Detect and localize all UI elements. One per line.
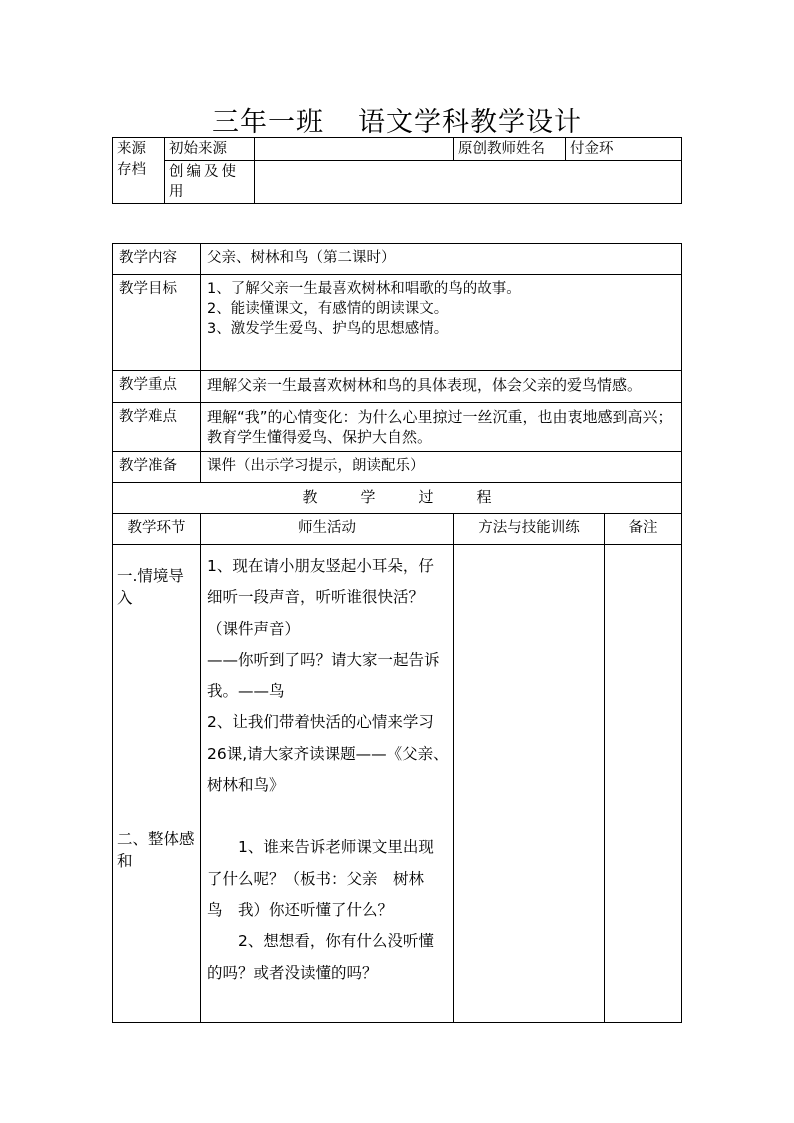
teacher-label: 原创教师姓名 bbox=[454, 138, 566, 161]
source-label: 初始来源 bbox=[165, 138, 255, 161]
content-value: 父亲、树林和鸟（第二课时） bbox=[201, 244, 682, 275]
usage-value bbox=[255, 161, 682, 204]
process-title bbox=[113, 483, 682, 514]
process-char: 学 bbox=[360, 488, 376, 506]
key-label: 教学重点 bbox=[113, 371, 201, 403]
activity-paragraph: 2、想想看，你有什么没听懂的吗？或者没读懂的吗？ bbox=[207, 932, 434, 982]
stage-label: 一.情境导入 bbox=[117, 567, 184, 607]
process-char: 过 bbox=[418, 488, 434, 506]
activity-paragraph: 1、谁来告诉老师课文里出现了什么呢？（板书：父亲 树林 鸟 我）你还听懂了什么？ bbox=[207, 838, 440, 919]
prep-label: 教学准备 bbox=[113, 452, 201, 483]
column-header-notes: 备注 bbox=[605, 514, 682, 545]
key-value: 理解父亲一生最喜欢树林和鸟的具体表现，体会父亲的爱鸟情感。 bbox=[201, 371, 682, 403]
stage-label: 二、整体感和 bbox=[117, 830, 195, 870]
activity-cell bbox=[201, 545, 454, 1023]
goals-list bbox=[201, 275, 682, 371]
title-subject: 语文学科教学设计 bbox=[358, 107, 582, 138]
page-title bbox=[0, 100, 794, 139]
goal-item: 2、能读懂课文，有感情的朗读课文。 bbox=[207, 301, 449, 317]
prep-value: 课件（出示学习提示，朗读配乐） bbox=[201, 452, 682, 483]
activity-paragraph: 1、现在请小朋友竖起小耳朵，仔细听一段声音，听听谁很快活？（课件声音） bbox=[207, 557, 434, 638]
column-header-stage: 教学环节 bbox=[113, 514, 201, 545]
plan-table bbox=[112, 243, 682, 1023]
difficulty-value: 理解“我”的心情变化：为什么心里掠过一丝沉重，也由衷地感到高兴；教育学生懂得爱鸟、保护大自然。 bbox=[201, 403, 682, 452]
content-label: 教学内容 bbox=[113, 244, 201, 275]
title-class: 三年一班 bbox=[212, 107, 324, 138]
archive-label: 来源存档 bbox=[113, 138, 165, 204]
difficulty-label: 教学难点 bbox=[113, 403, 201, 452]
teacher-value: 付金环 bbox=[566, 138, 682, 161]
process-char: 程 bbox=[476, 488, 492, 506]
source-value bbox=[255, 138, 454, 161]
goal-item: 3、激发学生爱鸟、护鸟的思想感情。 bbox=[207, 321, 449, 337]
archive-table bbox=[112, 137, 682, 204]
goal-item: 1、了解父亲一生最喜欢树林和唱歌的鸟的故事。 bbox=[207, 281, 521, 297]
usage-label: 创编及使用 bbox=[165, 161, 255, 204]
notes-cell bbox=[605, 545, 682, 1023]
process-char: 教 bbox=[302, 488, 318, 506]
column-header-activity: 师生活动 bbox=[201, 514, 454, 545]
activity-paragraph: ——你听到了吗？请大家一起告诉我。——鸟 bbox=[207, 650, 440, 701]
activity-paragraph: 2、让我们带着快活的心情来学习26课,请大家齐读课题——《父亲、树林和鸟》 bbox=[207, 713, 449, 795]
column-header-method: 方法与技能训练 bbox=[454, 514, 605, 545]
stage-cell bbox=[113, 545, 201, 1023]
method-cell bbox=[454, 545, 605, 1023]
goals-label: 教学目标 bbox=[113, 275, 201, 371]
